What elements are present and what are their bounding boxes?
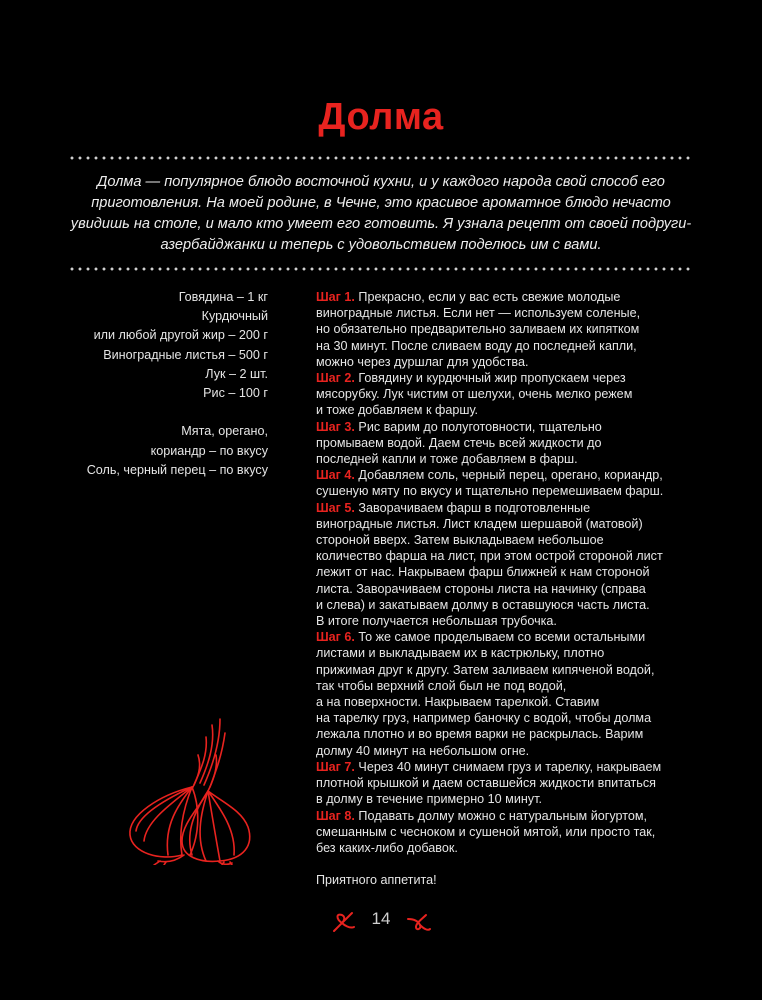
ingredients-list [28, 288, 268, 480]
step-text-line [316, 662, 706, 678]
step-text-line [316, 840, 706, 856]
recipe-step [316, 289, 706, 370]
ingredient-line: Мята, орегано, [181, 424, 268, 439]
step-text-line [316, 516, 706, 532]
step-text: на 30 минут. После сливаем воду до последней капли, [316, 338, 637, 353]
step-label: Шаг 4. [316, 468, 355, 483]
recipe-step [316, 808, 706, 857]
step-text: листа. Заворачиваем стороны листа на начинку (справа [316, 581, 646, 596]
recipe-step [316, 629, 706, 759]
step-text: Заворачиваем фарш в подготовленные [358, 500, 591, 515]
step-text: можно через дуршлаг для удобства. [316, 354, 529, 369]
step-text: Подавать долму можно с натуральным йогуртом, [358, 808, 648, 823]
step-text-line [316, 386, 706, 402]
step-text: сушеную мяту по вкусу и тщательно перемешиваем фарш. [316, 484, 664, 499]
recipe-step [316, 500, 706, 630]
page-title: Долма [318, 96, 444, 138]
dotted-divider-bottom [68, 267, 692, 271]
step-text: в долму в течение примерно 10 минут. [316, 792, 542, 807]
step-text: и тоже добавляем к фаршу. [316, 403, 478, 418]
step-text: Прекрасно, если у вас есть свежие молодые [358, 290, 621, 304]
step-text: без каких-либо добавок. [316, 840, 458, 855]
step-text-line [316, 532, 706, 548]
ingredient-line: Виноградные листья – 500 г [103, 347, 268, 362]
step-text: виноградные листья. Лист кладем шершавой (матовой) [316, 516, 643, 531]
step-text: виноградные листья. Если нет — используем соленые, [316, 306, 641, 321]
step-text-line [316, 808, 706, 824]
step-text-line [316, 500, 706, 516]
step-text: на тарелку груз, например баночку с водой, чтобы долма [316, 711, 652, 726]
step-text: количество фарша на лист, при этом острой стороной лист [316, 549, 663, 564]
step-text: так чтобы верхний слой был не под водой, [316, 678, 567, 693]
step-label: Шаг 6. [316, 630, 355, 645]
step-text-line [316, 564, 706, 580]
ingredient-line: кориандр – по вкусу [150, 443, 268, 458]
step-text-line [316, 775, 706, 791]
step-text: смешанным с чесноком и сушеной мятой, или просто так, [316, 824, 656, 839]
recipe-step [316, 467, 706, 499]
page-number: 14 [371, 909, 391, 928]
recipe-step [316, 419, 706, 468]
page-footer [330, 905, 432, 937]
step-text: но обязательно предварительно заливаем их кипятком [316, 322, 640, 337]
step-text: последней капли и тоже добавляем в фарш. [316, 452, 578, 467]
step-text: долму 40 минут на небольшом огне. [316, 743, 530, 758]
step-text: Через 40 минут снимаем груз и тарелку, накрываем [358, 759, 662, 774]
step-text-line [316, 338, 706, 354]
step-text: лежит от нас. Накрываем фарш ближней к нам стороной [316, 565, 650, 580]
ingredient-spacer [28, 403, 268, 422]
ingredient-line: Говядина – 1 кг [178, 290, 268, 304]
ingredient-line: Соль, черный перец – по вкусу [86, 462, 268, 477]
step-text-line [316, 694, 706, 710]
step-text-line [316, 581, 706, 597]
dotted-divider-top [68, 156, 692, 160]
ingredient-line: Рис – 100 г [203, 386, 268, 401]
step-text-line [316, 726, 706, 742]
step-text-line [316, 613, 706, 629]
step-label: Шаг 7. [316, 759, 355, 774]
step-text-line [316, 678, 706, 694]
step-text-line [316, 710, 706, 726]
step-label: Шаг 3. [316, 419, 355, 434]
step-text-line [316, 824, 706, 840]
step-text-line [316, 402, 706, 418]
step-text-line [316, 629, 706, 645]
recipe-step [316, 370, 706, 419]
step-text: лежала плотно и во время варки не раскрылась. Варим [316, 727, 644, 742]
step-text: Говядину и курдючный жир пропускаем через [358, 371, 626, 386]
step-text: Рис варим до полуготовности, тщательно [358, 419, 602, 434]
closing-text: Приятного аппетита! [316, 873, 437, 888]
step-text-line [316, 791, 706, 807]
step-text-line [316, 305, 706, 321]
step-text-line [316, 645, 706, 661]
step-label: Шаг 8. [316, 808, 355, 823]
step-text-line [316, 370, 706, 386]
step-text-line [316, 467, 706, 483]
step-text-line [316, 289, 706, 305]
step-text: стороной вверх. Затем выкладываем небольшое [316, 533, 604, 548]
step-text: плотной крышкой и даем оставшейся жидкости впитаться [316, 776, 656, 791]
ornament-right-icon [406, 909, 432, 933]
step-label: Шаг 5. [316, 500, 355, 515]
step-text-line [316, 435, 706, 451]
step-text-line [316, 451, 706, 467]
onion-illustration [120, 715, 255, 865]
recipe-step [316, 759, 706, 808]
ingredient-line: Лук – 2 шт. [205, 366, 268, 381]
ingredient-line: Курдючный [201, 309, 268, 324]
step-text: В итоге получается небольшая трубочка. [316, 614, 557, 629]
step-text: промываем водой. Даем стечь всей жидкости до [316, 435, 602, 450]
step-text-line [316, 354, 706, 370]
step-text: Добавляем соль, черный перец, орегано, кориандр, [358, 468, 663, 483]
step-label: Шаг 2. [316, 371, 355, 386]
step-text-line [316, 548, 706, 564]
step-text-line [316, 483, 706, 499]
step-text: и слева) и закатываем долму в оставшуюся часть листа. [316, 597, 650, 612]
step-text: прижимая друг к другу. Затем заливаем кипяченой водой, [316, 662, 655, 677]
ingredient-line: или любой другой жир – 200 г [93, 328, 268, 343]
step-text-line [316, 419, 706, 435]
step-text: листами и выкладываем их в кастрюльку, плотно [316, 646, 605, 661]
step-text: а на поверхности. Накрываем тарелкой. Ставим [316, 695, 600, 710]
intro-paragraph: Долма — популярное блюдо восточной кухни, и у каждого народа свой способ его приготовления. На моей родине, в Чечне, это красивое ароматное блюдо нечасто увидишь на столе, и мало кто умеет его готовить. Я узнала рецепт от своей подруги-азербайджанки и теперь с удовольствием поделюсь им с вами. [70, 174, 692, 253]
step-label: Шаг 1. [316, 290, 355, 304]
steps-list [316, 289, 706, 888]
step-text-line [316, 759, 706, 775]
step-text-line [316, 597, 706, 613]
step-text: То же самое проделываем со всеми остальными [358, 630, 646, 645]
step-text-line [316, 743, 706, 759]
step-text-line [316, 321, 706, 337]
step-text: мясорубку. Лук чистим от шелухи, очень мелко режем [316, 387, 633, 402]
